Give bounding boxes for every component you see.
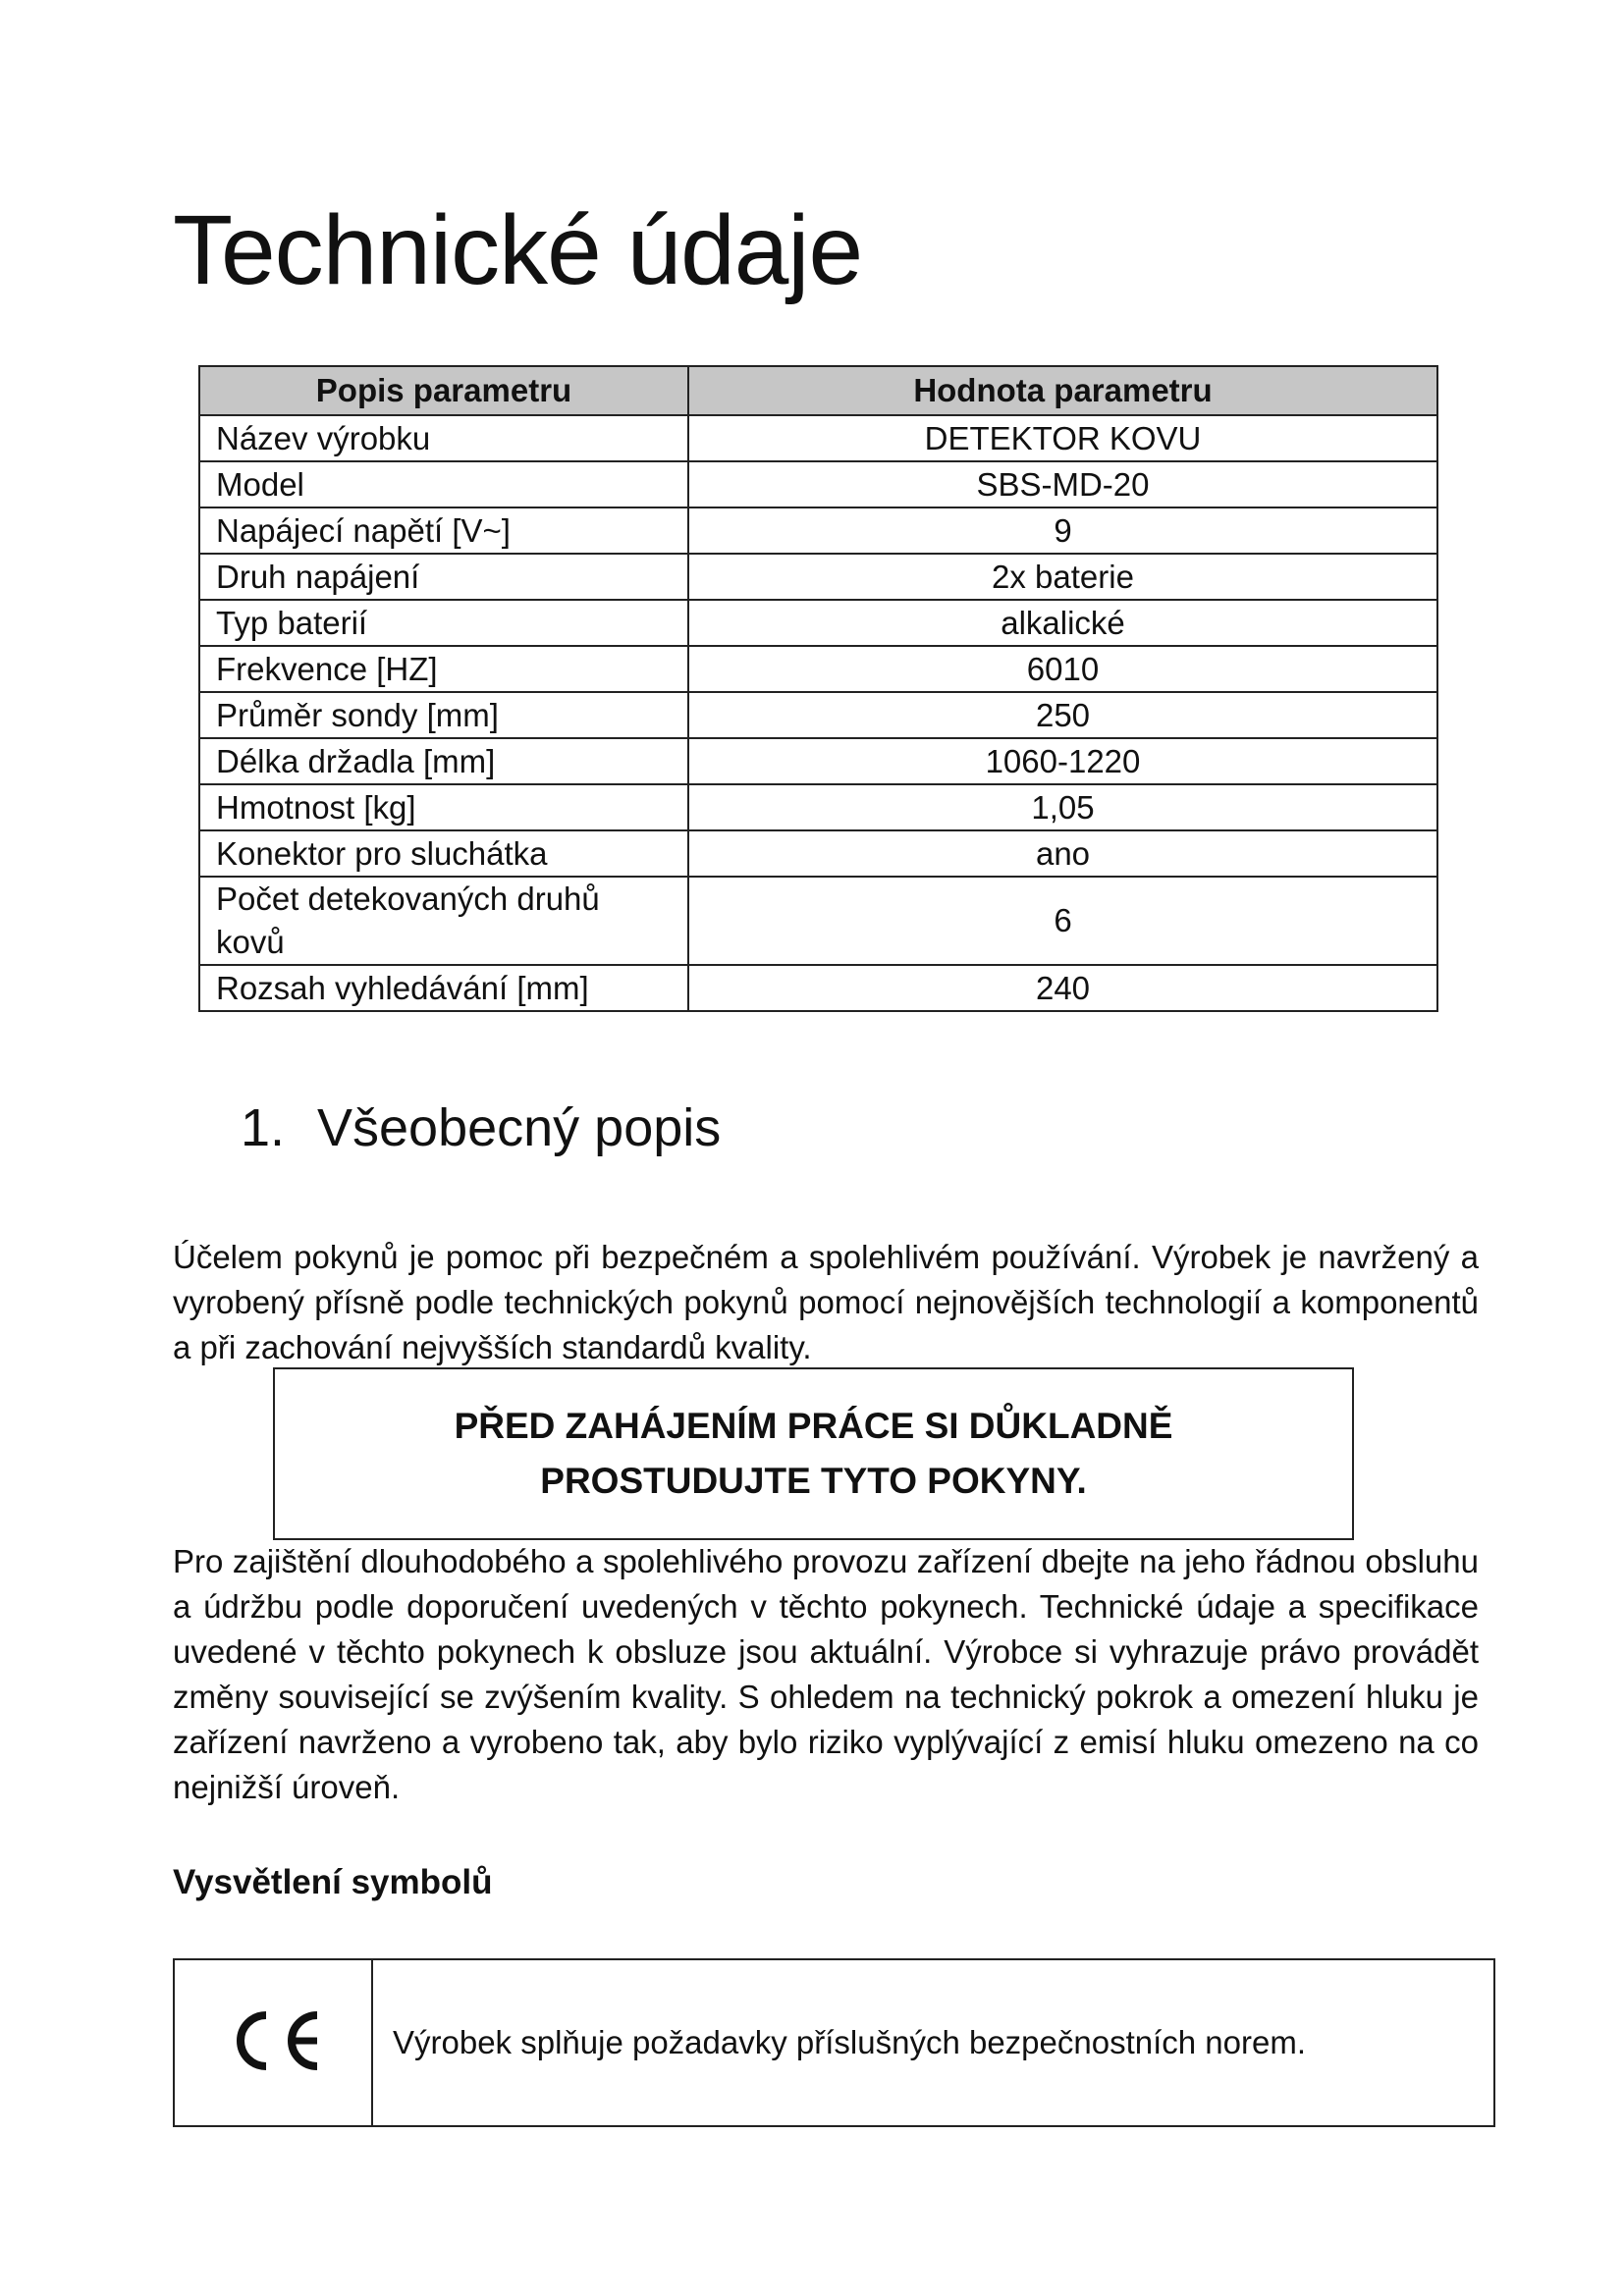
row-value: ano bbox=[688, 830, 1437, 877]
spec-table bbox=[198, 365, 1438, 1012]
warning-notice-box bbox=[273, 1367, 1354, 1540]
table-row bbox=[199, 738, 1437, 784]
row-label: Počet detekovaných druhů kovů bbox=[199, 877, 688, 965]
row-label: Název výrobku bbox=[199, 415, 688, 461]
body-paragraph: Pro zajištění dlouhodobého a spolehlivého provozu zařízení dbejte na jeho řádnou obsluhu a údržbu podle doporučení uvedených v těchto pokynech. Technické údaje a specifikace uvedené v těchto pokynech k obsluze jsou aktuální. Výrobce si vyhrazuje právo provádět změny související se zvýšením kvality. S ohledem na technický pokrok a omezení hluku je zařízení navrženo a vyrobeno tak, aby bylo riziko vyplývající z emisí hluku omezeno na co nejnižší úroveň. bbox=[173, 1543, 1479, 1805]
ce-mark-icon bbox=[219, 2002, 327, 2080]
symbols-heading: Vysvětlení symbolů bbox=[173, 1863, 493, 1901]
row-label: Model bbox=[199, 461, 688, 507]
row-label: Frekvence [HZ] bbox=[199, 646, 688, 692]
table-row bbox=[199, 415, 1437, 461]
notice-line-2: PROSTUDUJTE TYTO POKYNY. bbox=[540, 1461, 1087, 1501]
row-label: Konektor pro sluchátka bbox=[199, 830, 688, 877]
symbol-table bbox=[173, 1958, 1495, 2127]
spec-header-value: Hodnota parametru bbox=[688, 366, 1437, 415]
page-title: Technické údaje bbox=[173, 195, 863, 305]
row-label: Rozsah vyhledávání [mm] bbox=[199, 965, 688, 1011]
table-row bbox=[199, 784, 1437, 830]
table-row bbox=[199, 877, 1437, 965]
table-row bbox=[199, 507, 1437, 554]
row-label: Typ baterií bbox=[199, 600, 688, 646]
row-value: 240 bbox=[688, 965, 1437, 1011]
table-row bbox=[199, 646, 1437, 692]
spec-header-parameter: Popis parametru bbox=[199, 366, 688, 415]
section-heading bbox=[241, 1097, 721, 1158]
row-value: 9 bbox=[688, 507, 1437, 554]
row-value: 1060-1220 bbox=[688, 738, 1437, 784]
table-row bbox=[199, 692, 1437, 738]
row-value: 6 bbox=[688, 877, 1437, 965]
row-value: 2x baterie bbox=[688, 554, 1437, 600]
section-title: Všeobecný popis bbox=[317, 1098, 722, 1157]
row-value: SBS-MD-20 bbox=[688, 461, 1437, 507]
row-label: Hmotnost [kg] bbox=[199, 784, 688, 830]
spec-table-header-row bbox=[199, 366, 1437, 415]
table-row bbox=[199, 600, 1437, 646]
table-row bbox=[174, 1959, 1494, 2126]
symbol-icon-cell bbox=[174, 1959, 372, 2126]
table-row bbox=[199, 461, 1437, 507]
row-label: Druh napájení bbox=[199, 554, 688, 600]
row-value: 6010 bbox=[688, 646, 1437, 692]
section-number: 1. bbox=[241, 1098, 286, 1157]
row-value: alkalické bbox=[688, 600, 1437, 646]
intro-paragraph: Účelem pokynů je pomoc při bezpečném a spolehlivém používání. Výrobek je navržený a vyrobený přísně podle technických pokynů pomocí nejnovějších technologií a komponentů a při zachování nejvyšších standardů kvality. bbox=[173, 1239, 1479, 1365]
table-row bbox=[199, 830, 1437, 877]
table-row bbox=[199, 554, 1437, 600]
table-row bbox=[199, 965, 1437, 1011]
row-label: Průměr sondy [mm] bbox=[199, 692, 688, 738]
row-value: 250 bbox=[688, 692, 1437, 738]
row-value: 1,05 bbox=[688, 784, 1437, 830]
row-label: Délka držadla [mm] bbox=[199, 738, 688, 784]
row-value: DETEKTOR KOVU bbox=[688, 415, 1437, 461]
symbol-description: Výrobek splňuje požadavky příslušných bezpečnostních norem. bbox=[372, 1959, 1494, 2126]
row-label: Napájecí napětí [V~] bbox=[199, 507, 688, 554]
notice-line-1: PŘED ZAHÁJENÍM PRÁCE SI DŮKLADNĚ bbox=[454, 1406, 1173, 1446]
